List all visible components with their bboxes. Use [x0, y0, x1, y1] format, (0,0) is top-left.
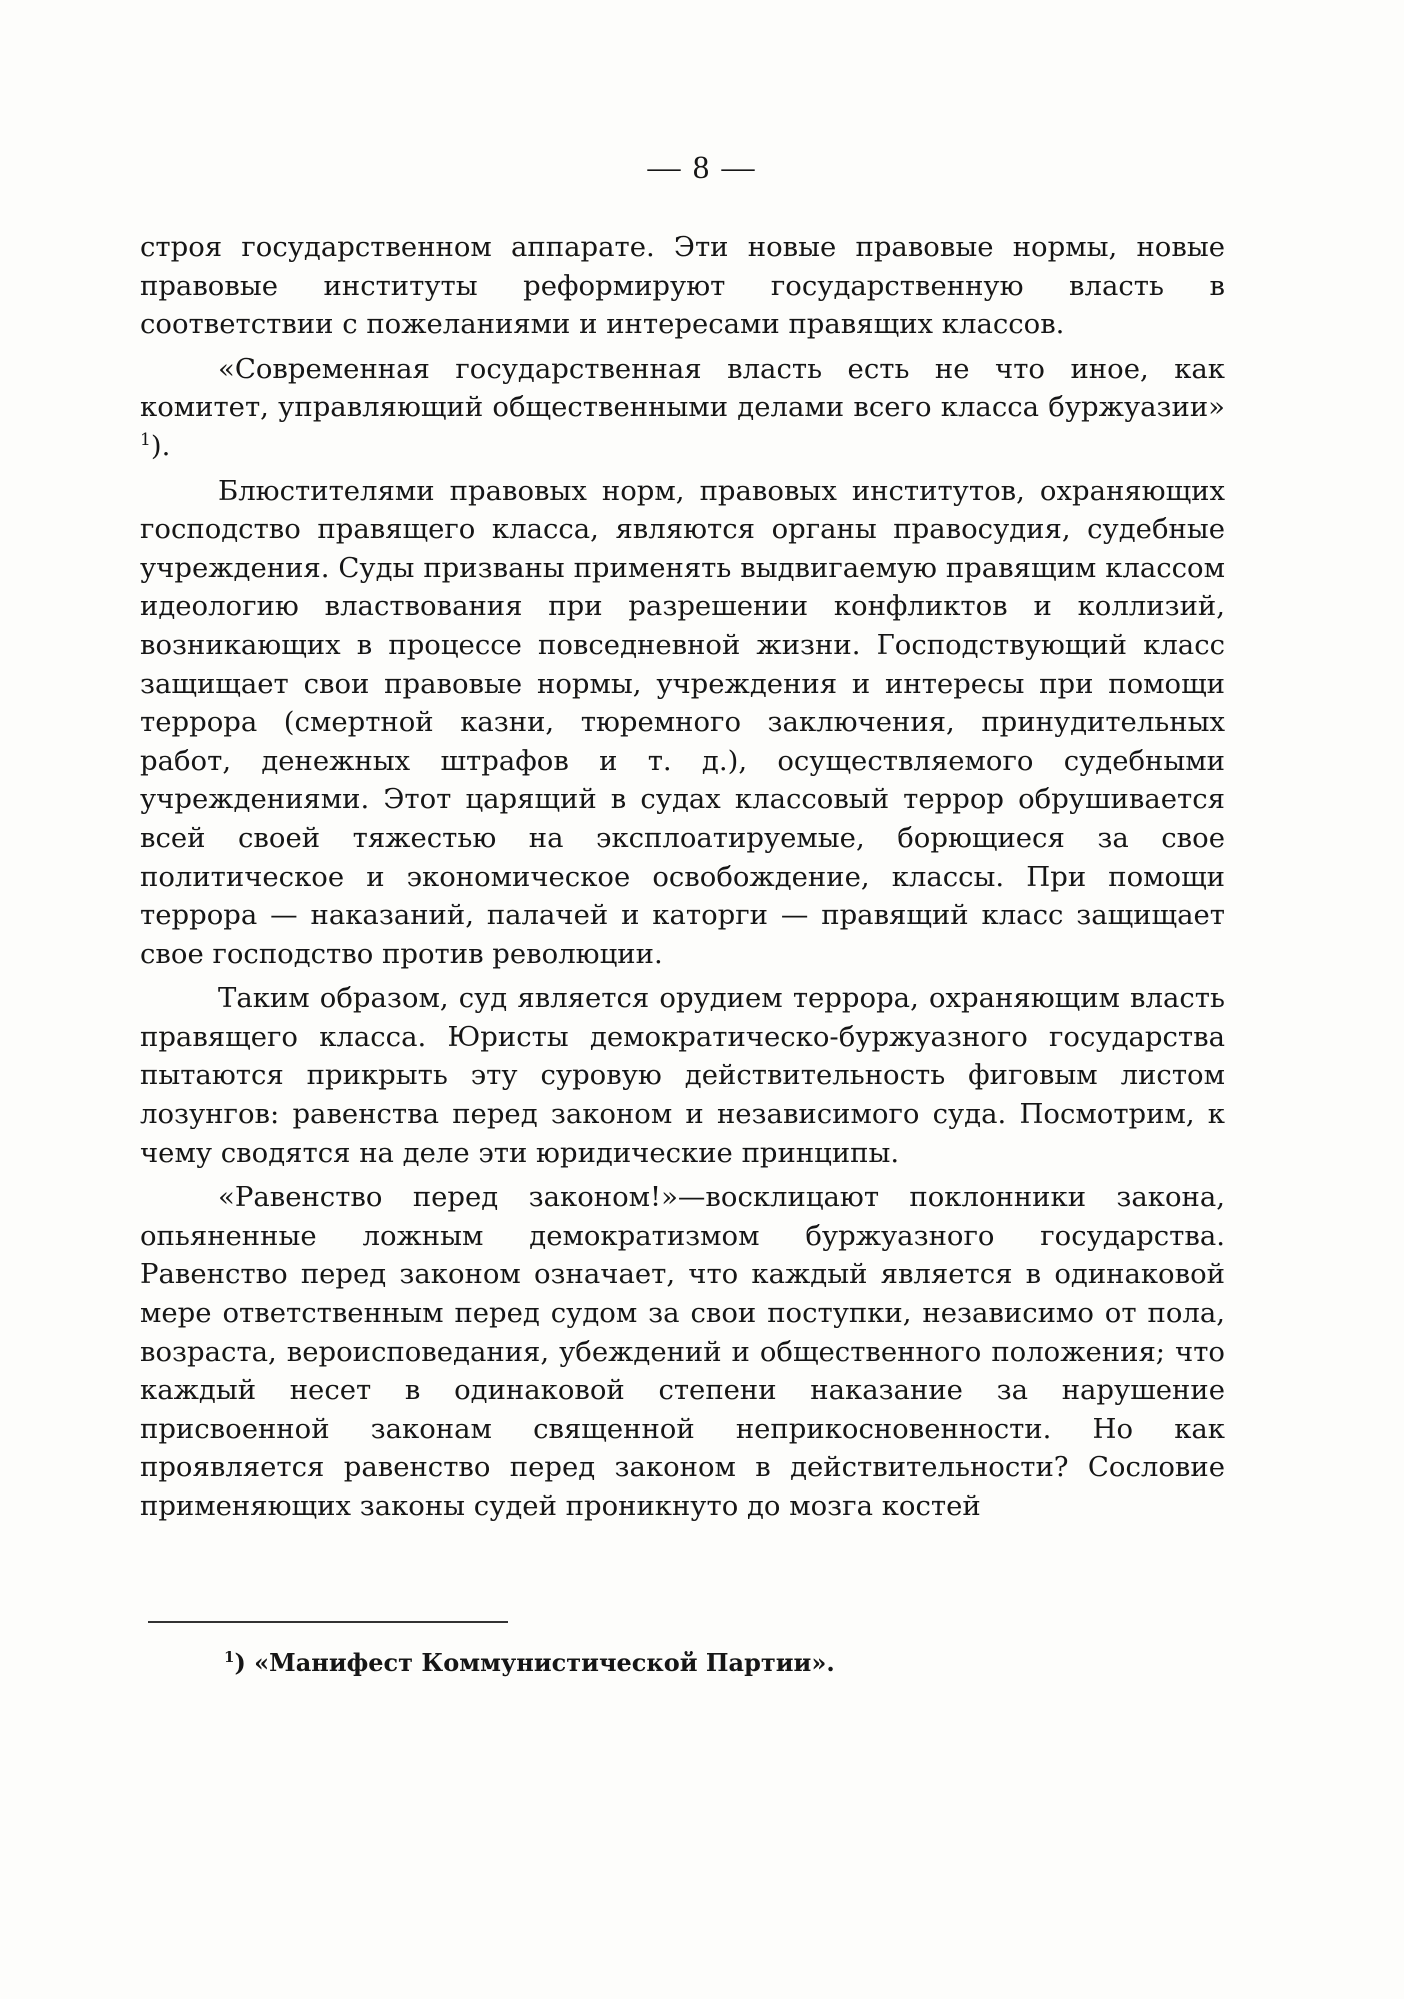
footnote-divider [148, 1621, 508, 1623]
footnote-marker-paren: ) [234, 1648, 255, 1677]
footnote [224, 1648, 835, 1677]
paragraph-5: «Равенство перед законом!»—восклицают поклонники закона, опьяненные ложным демократизмом буржуазного государства. Равенство перед законом означает, что каждый является в одинаковой мере ответственным перед судом за свои поступки, независимо от пола, возраста, вероисповедания, убеждений и общественного положения; что каждый несет в одинаковой степени наказание за нарушение присвоенной законам священной неприкосновенности. Но как проявляется равенство перед законом в действительности? Сословие применяющих законы судей проникнуто до мозга костей [140, 1181, 1225, 1522]
paragraph-4: Таким образом, суд является орудием террора, охраняющим власть правящего класса. Юристы демократическо-буржуазного государства пытаются прикрыть эту суровую действительность фиговым листом лозунгов: равенства перед законом и независимого суда. Посмотрим, к чему сводятся на деле эти юридические принципы. [140, 982, 1225, 1169]
paragraph-2-tail: . [161, 429, 171, 462]
paragraph-2-text: «Современная государственная власть есть не что иное, как комитет, управляющий общественными делами всего класса буржуазии» [140, 352, 1225, 424]
body-text [140, 228, 1225, 1526]
footnote-marker: 1 [224, 1648, 235, 1666]
paragraph-1: строя государственном аппарате. Эти новые правовые нормы, новые правовые институты реформируют государственную власть в соответствии с пожеланиями и интересами правящих классов. [140, 231, 1225, 341]
footnote-text: «Манифест Коммунистической Партии». [254, 1648, 835, 1677]
paragraph-2-quote [140, 350, 1225, 466]
paragraph-3: Блюстителями правовых норм, правовых институтов, охраняющих господство правящего класса, являются органы правосудия, судебные учреждения. Суды призваны применять выдвигаемую правящим классом идеологию властвования при разрешении конфликтов и коллизий, возникающих в процессе повседневной жизни. Господствующий класс защищает свои правовые нормы, учреждения и интересы при помощи террора (смертной казни, тюремного заключения, принудительных работ, денежных штрафов и т. д.), осуществляемого судебными учреждениями. Этот царящий в судах классовый террор обрушивается всей своей тяжестью на эксплоатируемые, борющиеся за свое политическое и экономическое освобождение, классы. При помощи террора — наказаний, палачей и каторги — правящий класс защищает свое господство против революции. [140, 474, 1225, 970]
page-number: — 8 — [647, 150, 757, 186]
footnote-reference-tail: ) [150, 429, 162, 462]
footnote-reference: 1 [140, 429, 151, 450]
